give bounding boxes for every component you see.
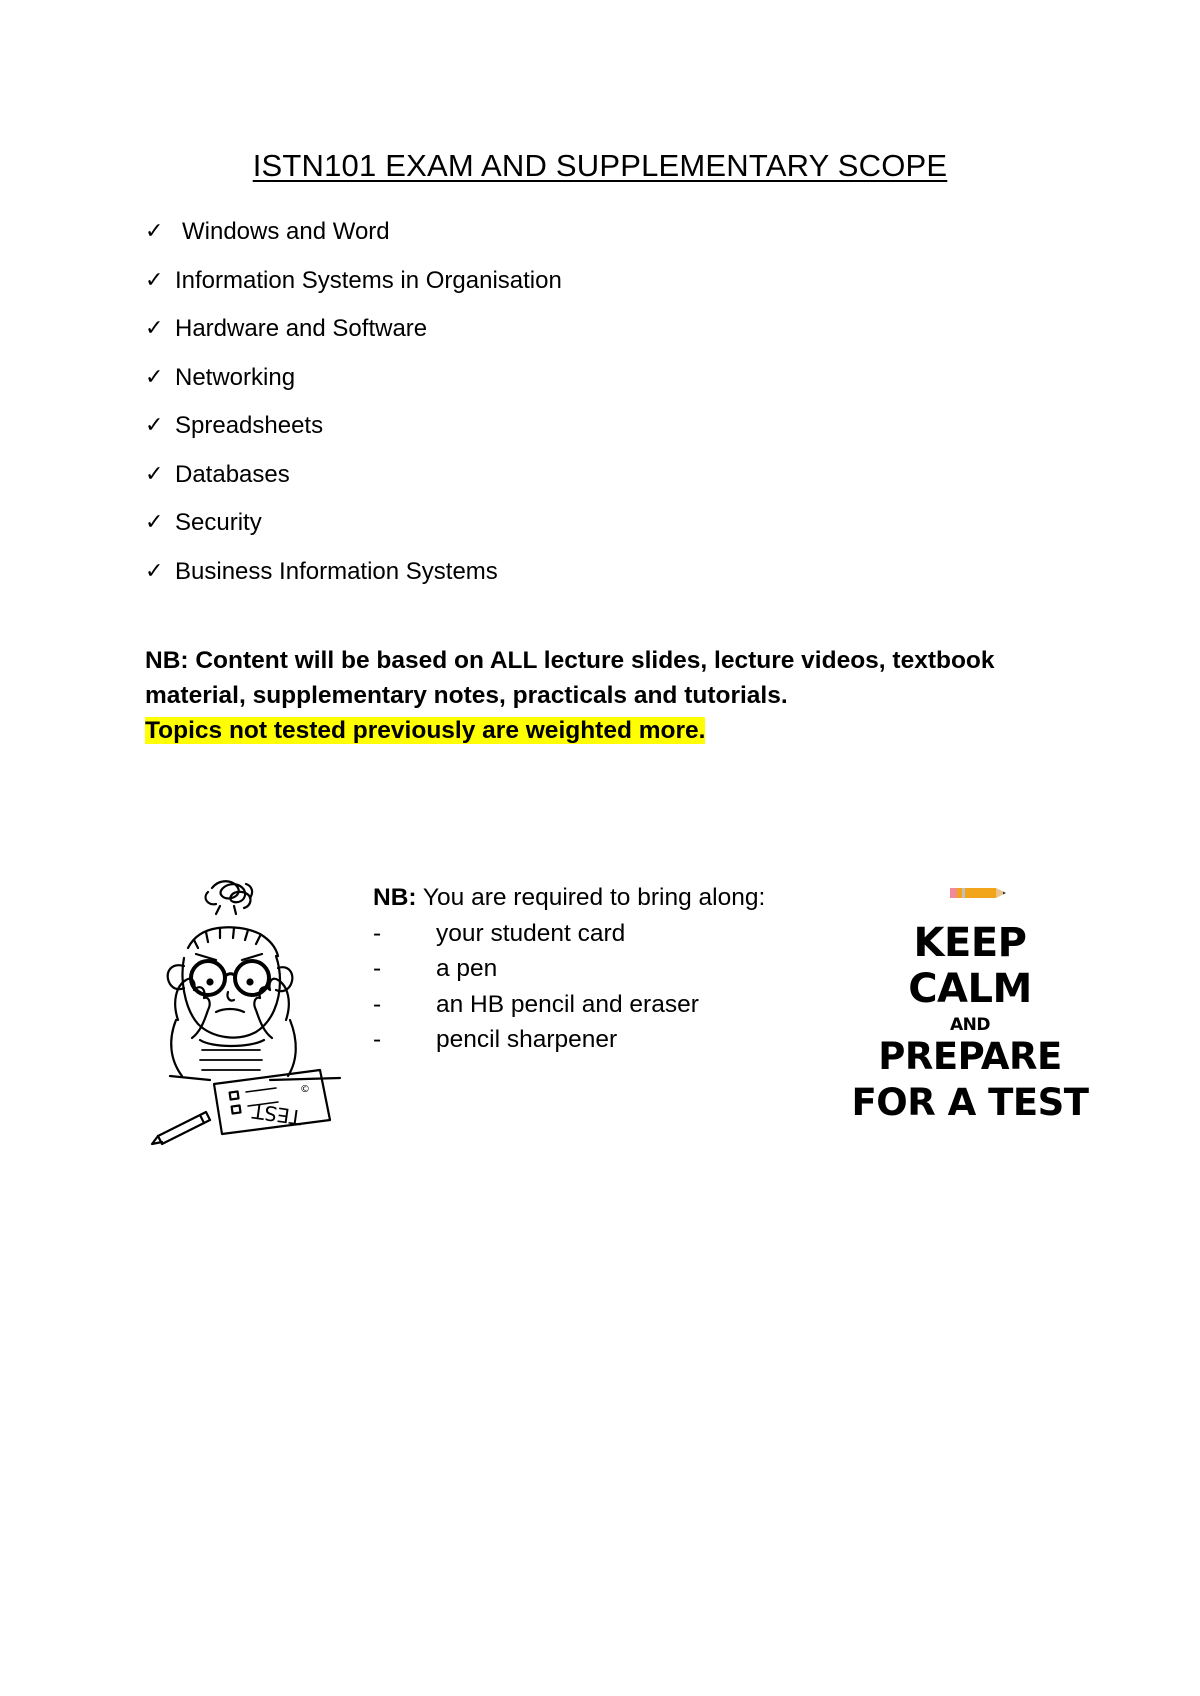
bring-item bbox=[373, 951, 765, 987]
scope-item bbox=[145, 218, 562, 267]
keep-calm-poster bbox=[850, 880, 1090, 1124]
scope-item-label: Security bbox=[175, 509, 262, 536]
student-with-test-icon bbox=[150, 870, 360, 1160]
content-note-text: NB: Content will be based on ALL lecture slides, lecture videos, textbook material, supplementary notes, practicals and tutorials. bbox=[145, 647, 995, 709]
bring-along-section bbox=[373, 880, 765, 1058]
check-icon: ✓ bbox=[145, 461, 164, 487]
list-dash: - bbox=[373, 1026, 382, 1053]
check-icon: ✓ bbox=[145, 558, 164, 584]
document-title: ISTN101 EXAM AND SUPPLEMENTARY SCOPE bbox=[252, 148, 948, 183]
bring-item bbox=[373, 987, 765, 1023]
poster-calm: CALM bbox=[908, 966, 1032, 1012]
bring-item-label: your student card bbox=[436, 919, 626, 947]
bring-nb-label: NB: bbox=[373, 884, 417, 911]
check-icon: ✓ bbox=[145, 267, 164, 293]
copyright-mark: © bbox=[300, 1084, 310, 1095]
bring-item bbox=[373, 916, 765, 952]
scope-item bbox=[145, 315, 562, 364]
check-icon: ✓ bbox=[145, 413, 164, 438]
list-dash: - bbox=[373, 990, 382, 1018]
scope-item bbox=[145, 267, 562, 316]
scope-item-label: Hardware and Software bbox=[175, 315, 428, 342]
scope-item bbox=[145, 412, 562, 461]
poster-and: AND bbox=[950, 1015, 990, 1035]
scope-item bbox=[145, 558, 562, 607]
scope-item bbox=[145, 461, 562, 510]
list-dash: - bbox=[373, 955, 382, 982]
bring-item-label: an HB pencil and eraser bbox=[436, 990, 699, 1018]
poster-prepare: PREPARE bbox=[878, 1035, 1062, 1078]
scope-item-label: Databases bbox=[175, 460, 290, 488]
weighting-highlight: Topics not tested previously are weighted more. bbox=[145, 717, 706, 744]
scope-list bbox=[145, 218, 562, 606]
check-icon: ✓ bbox=[145, 316, 164, 341]
scope-item-label: Business Information Systems bbox=[175, 557, 498, 585]
scope-item-label: Windows and Word bbox=[182, 218, 390, 245]
poster-keep: KEEP bbox=[913, 920, 1027, 966]
pencil-icon bbox=[950, 884, 1010, 902]
bring-item-label: pencil sharpener bbox=[436, 1026, 618, 1053]
check-icon: ✓ bbox=[145, 510, 164, 535]
scope-item-label: Information Systems in Organisation bbox=[175, 266, 562, 294]
scope-item bbox=[145, 509, 562, 558]
check-icon: ✓ bbox=[145, 219, 164, 244]
list-dash: - bbox=[373, 919, 382, 947]
content-note bbox=[145, 643, 1065, 748]
bring-item-label: a pen bbox=[436, 955, 498, 982]
test-paper-label: TEST bbox=[250, 1098, 304, 1130]
bring-heading-text: You are required to bring along: bbox=[422, 884, 766, 911]
bring-heading bbox=[373, 880, 765, 916]
scope-item-label: Spreadsheets bbox=[175, 412, 324, 439]
scope-item bbox=[145, 364, 562, 413]
poster-for-a-test: FOR A TEST bbox=[851, 1081, 1089, 1124]
scope-item-label: Networking bbox=[175, 363, 296, 391]
bring-item bbox=[373, 1022, 765, 1058]
check-icon: ✓ bbox=[145, 364, 164, 390]
